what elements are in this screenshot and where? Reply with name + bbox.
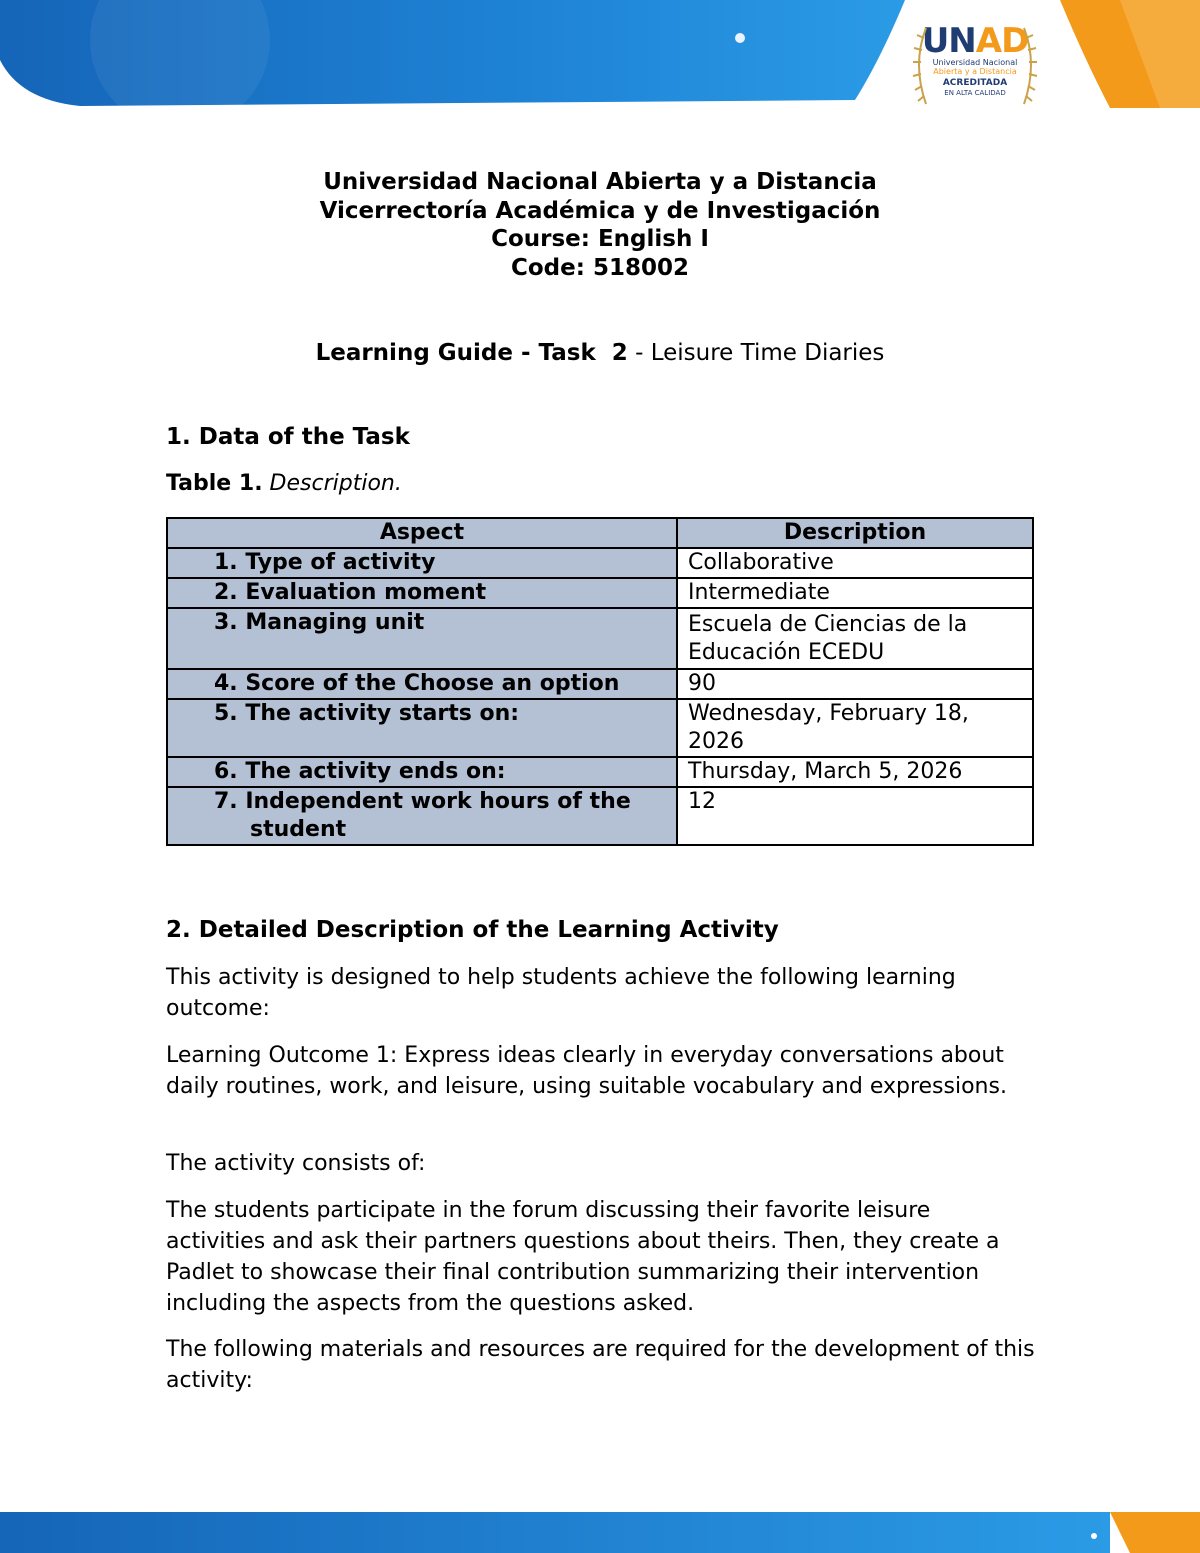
paragraph-learning-outcome: Learning Outcome 1: Express ideas clearly in everyday conversations about daily routines, work, and leisure, using suitable vocabulary and expressions. [166,1043,1007,1099]
paragraph-activity-consists: The activity consists of: [166,1151,426,1176]
aspect-cell: 7. Independent work hours of the student [214,789,631,842]
aspect-cell: 3. Managing unit [214,610,425,635]
logo-line-1: Universidad Nacional [932,58,1018,67]
course-code: Code: 518002 [511,254,689,281]
laurel-right-icon [1020,24,1040,108]
university-name: Universidad Nacional Abierta y a Distancia [323,169,877,195]
paragraph-materials: The following materials and resources are required for the development of this activity: [166,1337,1035,1393]
value-cell: Collaborative [677,548,1033,578]
paragraph-outcome-intro: This activity is designed to help students achieve the following learning outcome: [166,965,956,1021]
table-row [167,608,1033,669]
guide-title [0,338,1200,368]
logo-wordmark: UNAD [921,21,1029,61]
section-1-heading: 1. Data of the Task [166,424,410,450]
aspect-cell: 5. The activity starts on: [214,701,520,726]
table-label: Table 1. [166,471,263,496]
document-header [0,168,1200,282]
value-cell: Escuela de Ciencias de la Educación ECEDU [677,608,1033,669]
value-cell: Thursday, March 5, 2026 [677,757,1033,787]
aspect-cell: 2. Evaluation moment [214,580,487,605]
table-caption [166,468,1036,499]
header-aspect: Aspect [167,518,677,548]
description-table [166,517,1034,846]
guide-title-bold: Learning Guide - Task 2 [315,340,628,366]
table-row [167,548,1033,578]
aspect-cell: 6. The activity ends on: [214,759,506,784]
value-cell: 90 [677,669,1033,699]
table-caption-text: Description. [262,471,402,496]
logo-accreditation: ACREDITADA [942,78,1008,88]
table-row [167,578,1033,608]
table-row [167,699,1033,757]
unad-logo [910,16,1040,108]
table-row [167,787,1033,845]
course-name: Course: English I [491,226,709,252]
header-description: Description [677,518,1033,548]
logo-line-2: Abierta y a Distancia [933,67,1017,76]
laurel-left-icon [910,24,930,108]
vice-rectorate: Vicerrectoría Académica y de Investigación [319,197,881,224]
table-row [167,669,1033,699]
logo-quality: EN ALTA CALIDAD [944,89,1006,97]
value-cell: Wednesday, February 18, 2026 [677,699,1033,757]
value-cell: 12 [677,787,1033,845]
footer-banner [0,1500,1200,1553]
table-header-row [167,518,1033,548]
value-cell: Intermediate [677,578,1033,608]
section-2-heading: 2. Detailed Description of the Learning Activity [166,917,779,943]
paragraph-activity-description: The students participate in the forum discussing their favorite leisure activities and ask their partners questions about theirs. Then, they create a Padlet to showcase their final contribution summarizing their intervention including the aspects from the questions asked. [166,1198,1000,1316]
aspect-cell: 4. Score of the Choose an option [214,671,620,696]
aspect-cell: 1. Type of activity [214,550,436,575]
table-row [167,757,1033,787]
guide-title-rest: - Leisure Time Diaries [627,340,885,366]
